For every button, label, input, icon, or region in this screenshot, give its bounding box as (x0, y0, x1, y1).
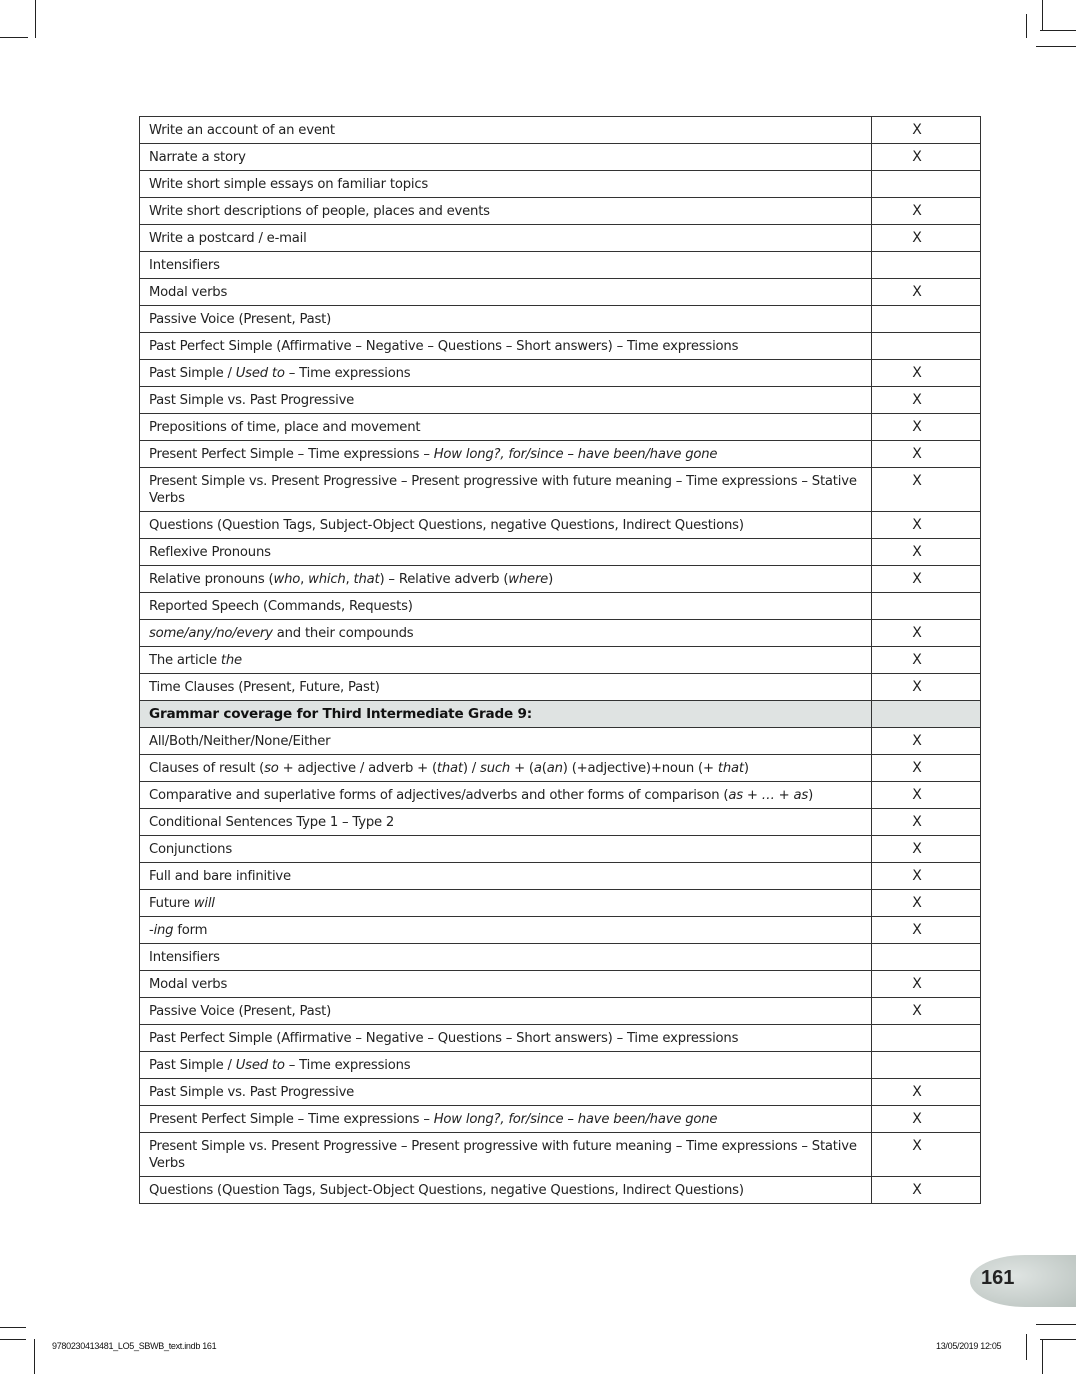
italic-text: Used to (235, 366, 285, 381)
topic-cell (140, 593, 872, 620)
text: ) (808, 788, 814, 803)
topic-cell (140, 728, 872, 755)
text: Future (149, 896, 194, 911)
table-row (140, 1177, 981, 1204)
page-number-badge (970, 1255, 1076, 1307)
italic-text: such (480, 761, 511, 776)
topic-cell (140, 1133, 872, 1177)
text: Relative pronouns ( (149, 572, 274, 587)
crop-mark (1026, 14, 1027, 38)
topic-cell (140, 468, 872, 512)
italic-text: so (264, 761, 279, 776)
text: – Time expressions (284, 366, 411, 381)
topic-cell (140, 441, 872, 468)
section-header-row (140, 701, 981, 728)
text: Conjunctions (149, 842, 232, 857)
table-row (140, 809, 981, 836)
table-row (140, 117, 981, 144)
coverage-mark: X (872, 117, 981, 144)
table-row (140, 1133, 981, 1177)
topic-cell (140, 252, 872, 279)
italic-text: that (353, 572, 380, 587)
table-row (140, 171, 981, 198)
table-row (140, 971, 981, 998)
topic-cell (140, 701, 872, 728)
italic-text: Used to (235, 1058, 285, 1073)
text: , (345, 572, 354, 587)
table-row (140, 333, 981, 360)
table-row (140, 647, 981, 674)
italic-text: ing (153, 923, 174, 938)
text: Past Simple / (149, 366, 236, 381)
topic-cell (140, 998, 872, 1025)
coverage-mark: X (872, 539, 981, 566)
coverage-mark: X (872, 809, 981, 836)
coverage-mark: X (872, 225, 981, 252)
text: Present Simple vs. Present Progressive – Present progressive with future meaning – Time expressions – Stative Verbs (149, 1139, 857, 1171)
topic-cell (140, 360, 872, 387)
table-row (140, 1025, 981, 1052)
coverage-mark: X (872, 279, 981, 306)
coverage-mark: X (872, 387, 981, 414)
crop-mark (0, 1339, 26, 1340)
table-row (140, 441, 981, 468)
coverage-mark (872, 306, 981, 333)
text: Present Perfect Simple – Time expressions – (149, 1112, 434, 1127)
topic-cell (140, 1177, 872, 1204)
table-row (140, 674, 981, 701)
crop-mark (1042, 0, 1043, 30)
italic-text: some/any/no/every (149, 626, 273, 641)
text: ( (541, 761, 547, 776)
topic-cell (140, 863, 872, 890)
text: All/Both/Neither/None/Either (149, 734, 331, 749)
italic-text: the (220, 653, 242, 668)
table-row (140, 306, 981, 333)
coverage-mark: X (872, 863, 981, 890)
text: Past Perfect Simple (Affirmative – Negative – Questions – Short answers) – Time expressions (149, 1031, 739, 1046)
topic-cell (140, 674, 872, 701)
coverage-mark: X (872, 971, 981, 998)
table-row (140, 387, 981, 414)
coverage-mark: X (872, 728, 981, 755)
text: Write short simple essays on familiar topics (149, 177, 429, 192)
topic-cell (140, 539, 872, 566)
coverage-mark: X (872, 998, 981, 1025)
text: ) (548, 572, 554, 587)
table-row (140, 944, 981, 971)
table-row (140, 593, 981, 620)
text: Present Perfect Simple – Time expressions – (149, 447, 434, 462)
crop-mark (34, 1339, 35, 1374)
text: Past Perfect Simple (Affirmative – Negative – Questions – Short answers) – Time expressions (149, 339, 739, 354)
topic-cell (140, 944, 872, 971)
topic-cell (140, 809, 872, 836)
italic-text: that (436, 761, 463, 776)
text: Reported Speech (Commands, Requests) (149, 599, 413, 614)
crop-mark (1026, 1334, 1027, 1360)
coverage-mark: X (872, 360, 981, 387)
crop-mark (0, 37, 28, 38)
table-row (140, 198, 981, 225)
table-row (140, 998, 981, 1025)
topic-cell (140, 387, 872, 414)
text: + ( (510, 761, 534, 776)
text: ) – Relative adverb ( (379, 572, 509, 587)
table-row (140, 279, 981, 306)
table-row (140, 1052, 981, 1079)
topic-cell (140, 512, 872, 539)
text: Past Simple vs. Past Progressive (149, 393, 355, 408)
topic-cell (140, 755, 872, 782)
text: Past Simple vs. Past Progressive (149, 1085, 355, 1100)
table-row (140, 414, 981, 441)
crop-mark (1040, 1339, 1076, 1340)
text: Questions (Question Tags, Subject-Object Questions, negative Questions, Indirect Questions) (149, 518, 744, 533)
italic-text: a (533, 761, 542, 776)
text: Grammar coverage for Third Intermediate Grade 9: (149, 706, 533, 722)
coverage-mark: X (872, 1106, 981, 1133)
topic-cell (140, 414, 872, 441)
text: – Time expressions (284, 1058, 411, 1073)
topic-cell (140, 306, 872, 333)
italic-text: an (546, 761, 563, 776)
table-row (140, 566, 981, 593)
table-row (140, 917, 981, 944)
italic-text: as + … + as (728, 788, 809, 803)
text: Modal verbs (149, 285, 228, 300)
italic-text: who (273, 572, 301, 587)
coverage-mark (872, 1025, 981, 1052)
coverage-mark (872, 701, 981, 728)
crop-mark (1036, 1324, 1076, 1325)
topic-cell (140, 225, 872, 252)
text: Full and bare infinitive (149, 869, 291, 884)
italic-text: will (193, 896, 215, 911)
text: Clauses of result ( (149, 761, 265, 776)
text: form (173, 923, 208, 938)
coverage-mark (872, 171, 981, 198)
italic-text: which (308, 572, 346, 587)
crop-mark (1040, 30, 1076, 31)
text: Modal verbs (149, 977, 228, 992)
table-row (140, 890, 981, 917)
table-row (140, 836, 981, 863)
topic-cell (140, 333, 872, 360)
text: Write a postcard / e-mail (149, 231, 307, 246)
footer-file-info: 9780230413481_LO5_SBWB_text.indb 161 (52, 1341, 217, 1351)
footer-timestamp: 13/05/2019 12:05 (936, 1341, 1002, 1351)
crop-mark (1042, 1339, 1043, 1374)
italic-text: How long?, for/since – have been/have gone (433, 447, 718, 462)
coverage-mark (872, 944, 981, 971)
page-number: 161 (981, 1267, 1015, 1289)
text: , (300, 572, 309, 587)
text: Reflexive Pronouns (149, 545, 271, 560)
table-row (140, 863, 981, 890)
topic-cell (140, 836, 872, 863)
text: Write an account of an event (149, 123, 335, 138)
topic-cell (140, 1079, 872, 1106)
topic-cell (140, 890, 872, 917)
crop-mark (0, 1327, 26, 1328)
text: Passive Voice (Present, Past) (149, 1004, 332, 1019)
topic-cell (140, 1052, 872, 1079)
italic-text: How long?, for/since – have been/have gone (433, 1112, 718, 1127)
coverage-mark: X (872, 1079, 981, 1106)
topic-cell (140, 971, 872, 998)
table-row (140, 1106, 981, 1133)
text: Questions (Question Tags, Subject-Object Questions, negative Questions, Indirect Questions) (149, 1183, 744, 1198)
topic-cell (140, 279, 872, 306)
text: Intensifiers (149, 950, 220, 965)
topic-cell (140, 117, 872, 144)
topic-cell (140, 1025, 872, 1052)
coverage-mark: X (872, 468, 981, 512)
topic-cell (140, 782, 872, 809)
topic-cell (140, 917, 872, 944)
coverage-mark: X (872, 144, 981, 171)
table-row (140, 360, 981, 387)
coverage-mark: X (872, 917, 981, 944)
coverage-mark: X (872, 414, 981, 441)
table-row (140, 620, 981, 647)
coverage-mark: X (872, 620, 981, 647)
text: and their compounds (272, 626, 414, 641)
table-row (140, 755, 981, 782)
text: ) / (462, 761, 481, 776)
coverage-mark: X (872, 782, 981, 809)
coverage-mark (872, 333, 981, 360)
coverage-mark: X (872, 566, 981, 593)
italic-text: that (717, 761, 744, 776)
topic-cell (140, 647, 872, 674)
topic-cell (140, 566, 872, 593)
text: Intensifiers (149, 258, 220, 273)
text: Time Clauses (Present, Future, Past) (149, 680, 380, 695)
text: Narrate a story (149, 150, 246, 165)
topic-cell (140, 1106, 872, 1133)
italic-text: where (508, 572, 549, 587)
coverage-mark: X (872, 441, 981, 468)
table-row (140, 1079, 981, 1106)
table-row (140, 468, 981, 512)
coverage-mark: X (872, 674, 981, 701)
coverage-mark (872, 593, 981, 620)
table-row (140, 782, 981, 809)
table-row (140, 539, 981, 566)
coverage-mark: X (872, 1177, 981, 1204)
topic-cell (140, 171, 872, 198)
coverage-mark (872, 252, 981, 279)
table-row (140, 512, 981, 539)
text: Past Simple / (149, 1058, 236, 1073)
coverage-mark (872, 1052, 981, 1079)
coverage-mark: X (872, 1133, 981, 1177)
crop-mark (1036, 46, 1076, 47)
text: Passive Voice (Present, Past) (149, 312, 332, 327)
topic-cell (140, 620, 872, 647)
text: ) (743, 761, 749, 776)
topic-cell (140, 198, 872, 225)
topic-cell (140, 144, 872, 171)
coverage-mark: X (872, 512, 981, 539)
coverage-mark: X (872, 890, 981, 917)
table-row (140, 144, 981, 171)
coverage-mark: X (872, 647, 981, 674)
text: Write short descriptions of people, places and events (149, 204, 490, 219)
text: Conditional Sentences Type 1 – Type 2 (149, 815, 395, 830)
text: ) (+adjective)+noun (+ (562, 761, 718, 776)
text: Present Simple vs. Present Progressive – Present progressive with future meaning – Time expressions – Stative Verbs (149, 474, 857, 506)
text: - (149, 923, 154, 938)
text: The article (149, 653, 221, 668)
coverage-mark: X (872, 755, 981, 782)
coverage-mark: X (872, 836, 981, 863)
crop-mark (35, 0, 36, 38)
table-row (140, 252, 981, 279)
grammar-coverage-table (139, 116, 981, 1204)
coverage-mark: X (872, 198, 981, 225)
text: + adjective / adverb + ( (278, 761, 437, 776)
table-row (140, 728, 981, 755)
text: Comparative and superlative forms of adjectives/adverbs and other forms of comparison ( (149, 788, 729, 803)
text: Prepositions of time, place and movement (149, 420, 421, 435)
table-row (140, 225, 981, 252)
